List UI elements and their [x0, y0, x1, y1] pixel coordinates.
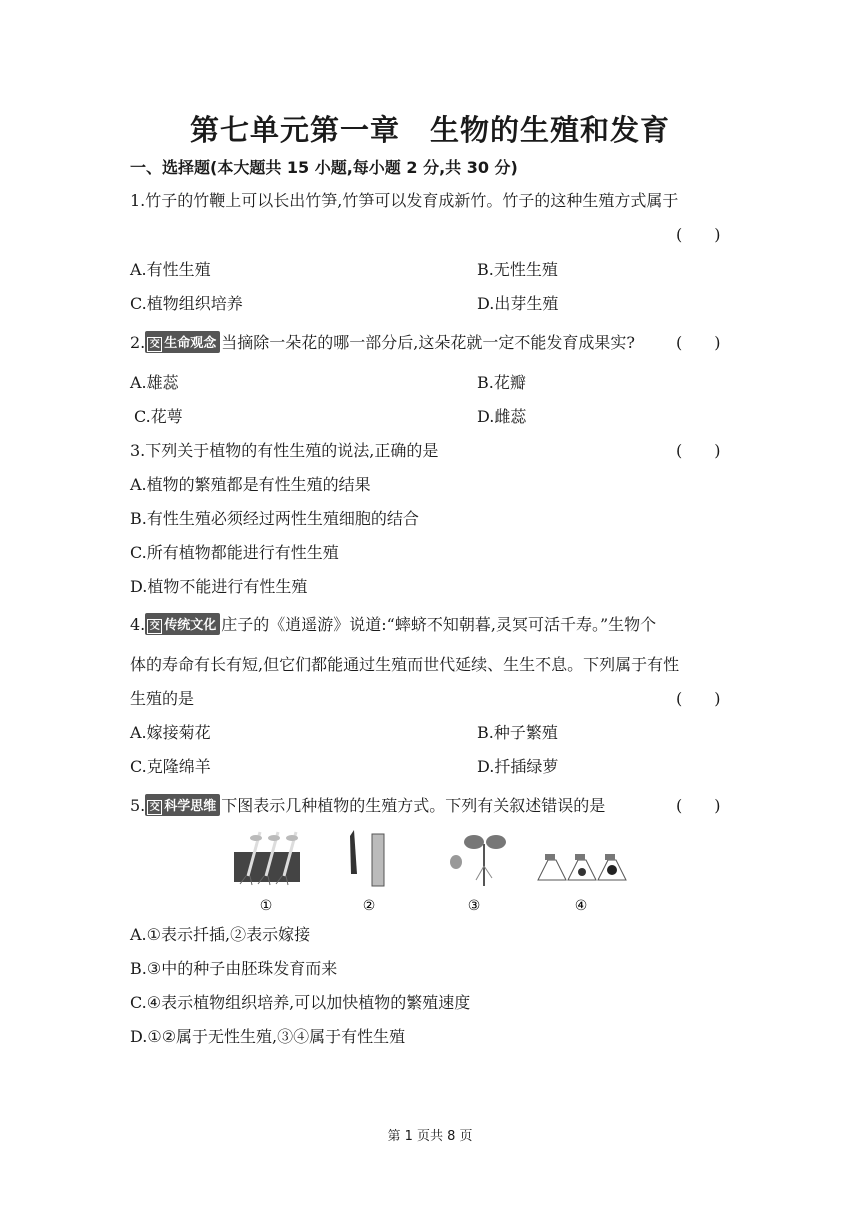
question-4-number: 4.: [130, 615, 146, 634]
page-footer: 第 1 页共 8 页: [387, 1129, 473, 1144]
answer-paren-3: ( ): [676, 441, 721, 460]
q4-option-a: A.嫁接菊花: [130, 723, 211, 742]
tag-label: 生命观念: [164, 336, 217, 351]
tag-badge-kexue: [145, 794, 220, 816]
q2-option-d: D.雌蕊: [477, 407, 527, 426]
q4-option-d: D.扦插绿萝: [477, 757, 559, 776]
tag-label: 科学思维: [164, 799, 217, 814]
figure-seed: [450, 835, 506, 886]
answer-paren-1: ( ): [676, 225, 721, 244]
q1-option-a: A.有性生殖: [130, 260, 211, 279]
question-4-line-3: 生殖的是: [130, 689, 195, 708]
tag-icon: 交: [147, 619, 162, 634]
question-4-line-2: 体的寿命有长有短,但它们都能通过生殖而世代延续、生生不息。下列属于有性: [130, 655, 680, 674]
question-3-stem: 3.下列关于植物的有性生殖的说法,正确的是: [130, 441, 439, 460]
answer-paren-5: ( ): [676, 796, 721, 815]
tag-badge-shengming: [145, 331, 220, 353]
page-title: 第七单元第一章 生物的生殖和发育: [189, 113, 670, 147]
tag-label: 传统文化: [164, 618, 217, 633]
question-4-text: 庄子的《逍遥游》说道:“蟀蛴不知朝暮,灵冥可活千寿。”生物个: [221, 615, 657, 634]
figure-graft: [350, 830, 384, 886]
reproduction-figure: [226, 826, 646, 914]
q2-option-c: C.花萼: [134, 407, 183, 426]
question-5-stem: [130, 793, 605, 816]
q2-option-a: A.雄蕊: [130, 373, 179, 392]
q1-option-b: B.无性生殖: [477, 260, 558, 279]
q5-option-c: C.④表示植物组织培养,可以加快植物的繁殖速度: [130, 993, 471, 1012]
q3-option-d: D.植物不能进行有性生殖: [130, 577, 308, 596]
q1-option-d: D.出芽生殖: [477, 294, 559, 313]
q4-option-c: C.克隆绵羊: [130, 757, 211, 776]
figure-label-3: ③: [467, 898, 481, 914]
q5-option-a: A.①表示扦插,②表示嫁接: [130, 925, 311, 944]
q1-option-c: C.植物组织培养: [130, 294, 243, 313]
answer-paren-4: ( ): [676, 689, 721, 708]
tag-badge-chuantong: [145, 613, 220, 635]
figure-tissue-culture: [538, 854, 626, 880]
question-5-text: 下图表示几种植物的生殖方式。下列有关叙述错误的是: [221, 796, 606, 815]
tag-icon: 交: [147, 337, 162, 352]
figure-label-4: ④: [574, 898, 588, 914]
q2-option-b: B.花瓣: [477, 373, 526, 392]
q5-option-d: D.①②属于无性生殖,③④属于有性生殖: [130, 1027, 406, 1046]
question-1-stem: 1.竹子的竹鞭上可以长出竹笋,竹笋可以发育成新竹。竹子的这种生殖方式属于: [130, 191, 679, 210]
q3-option-b: B.有性生殖必须经过两性生殖细胞的结合: [130, 509, 419, 528]
figure-cuttings: [234, 832, 300, 885]
tag-icon: 交: [147, 800, 162, 815]
section-heading: 一、选择题(本大题共 15 小题,每小题 2 分,共 30 分): [130, 158, 518, 177]
question-5-number: 5.: [130, 796, 146, 815]
figure-label-1: ①: [259, 898, 273, 914]
answer-paren-2: ( ): [676, 333, 721, 352]
q4-option-b: B.种子繁殖: [477, 723, 558, 742]
q3-option-c: C.所有植物都能进行有性生殖: [130, 543, 339, 562]
question-2-text: 当摘除一朵花的哪一部分后,这朵花就一定不能发育成果实?: [221, 333, 635, 352]
q5-option-b: B.③中的种子由胚珠发育而来: [130, 959, 338, 978]
question-2-stem: [130, 330, 635, 353]
q3-option-a: A.植物的繁殖都是有性生殖的结果: [130, 475, 371, 494]
question-4-line-1: [130, 612, 656, 635]
figure-label-2: ②: [362, 898, 376, 914]
question-2-number: 2.: [130, 333, 146, 352]
